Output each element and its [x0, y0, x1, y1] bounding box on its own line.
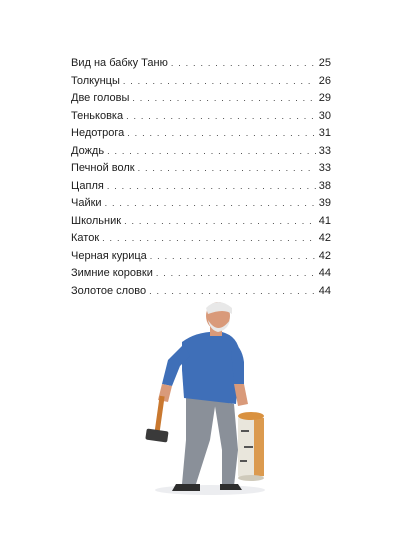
toc-leader-dots [107, 178, 316, 196]
toc-entry[interactable] [71, 265, 331, 283]
toc-entry-title: Зимние коровки [71, 267, 153, 279]
toc-entry[interactable] [71, 178, 331, 196]
hammer-handle [154, 396, 164, 434]
toc-entry-page: 33 [318, 162, 331, 174]
toc-entry-title: Теньковка [71, 109, 124, 122]
toc-entry-title: Черная курица [71, 249, 147, 262]
ground-shadow [155, 485, 265, 495]
toc-entry-title: Толкунцы [71, 74, 120, 87]
toc-entry[interactable] [71, 55, 331, 73]
head [206, 302, 232, 332]
toc-entry[interactable] [71, 73, 331, 91]
toc-entry-title: Цапля [71, 179, 104, 192]
toc-entry-page: 44 [318, 267, 331, 279]
toc-entry[interactable] [71, 195, 331, 213]
toc-entry-page: 29 [318, 92, 331, 104]
toc-entry-title: Каток [71, 232, 100, 244]
trouser-leg-left [182, 396, 216, 484]
toc-entry-title: Вид на бабку Таню [71, 57, 168, 69]
toc-entry-page: 42 [318, 232, 331, 244]
birch-log [238, 412, 264, 481]
toc-entry-page: 44 [318, 284, 331, 297]
hammer-head [145, 429, 168, 443]
toc-entry-title: Две головы [71, 92, 130, 104]
toc-leader-dots [150, 248, 316, 266]
toc-entry-page: 26 [318, 74, 331, 87]
toc-entry-title: Дождь [71, 144, 105, 157]
toc-entry-title: Золотое слово [71, 284, 147, 297]
toc-entry[interactable] [71, 283, 331, 301]
toc-entry-page: 41 [318, 214, 331, 227]
toc-entry[interactable] [71, 90, 331, 108]
toc-entry-title: Школьник [71, 214, 122, 227]
toc-entry-page: 25 [318, 57, 331, 69]
toc-entry[interactable] [71, 125, 331, 143]
table-of-contents [71, 55, 331, 300]
toc-entry-page: 42 [318, 249, 331, 262]
toc-entry-page: 31 [318, 127, 331, 139]
trouser-leg-right [214, 400, 238, 486]
toc-entry-title: Чайки [71, 197, 102, 209]
toc-entry[interactable] [71, 143, 331, 161]
shoe-left [172, 484, 200, 491]
toc-leader-dots [107, 143, 316, 161]
toc-leader-dots [149, 283, 316, 301]
toc-entry[interactable] [71, 213, 331, 231]
old-man-illustration [138, 300, 278, 500]
toc-entry[interactable] [71, 108, 331, 126]
toc-leader-dots [102, 230, 316, 248]
shoe-right [220, 484, 242, 490]
toc-leader-dots [138, 160, 316, 178]
toc-leader-dots [171, 55, 316, 73]
toc-leader-dots [124, 213, 316, 231]
toc-entry-page: 38 [318, 179, 331, 192]
toc-entry-title: Недотрога [71, 127, 125, 139]
toc-entry[interactable] [71, 230, 331, 248]
toc-entry-page: 30 [318, 109, 331, 122]
toc-leader-dots [127, 125, 315, 143]
toc-entry-page: 39 [318, 197, 331, 209]
toc-entry[interactable] [71, 248, 331, 266]
toc-leader-dots [105, 195, 316, 213]
toc-entry-title: Печной волк [71, 162, 135, 174]
toc-leader-dots [156, 265, 316, 283]
toc-leader-dots [126, 108, 316, 126]
toc-entry-page: 33 [318, 144, 331, 157]
toc-leader-dots [132, 90, 315, 108]
toc-entry[interactable] [71, 160, 331, 178]
toc-leader-dots [123, 73, 316, 91]
